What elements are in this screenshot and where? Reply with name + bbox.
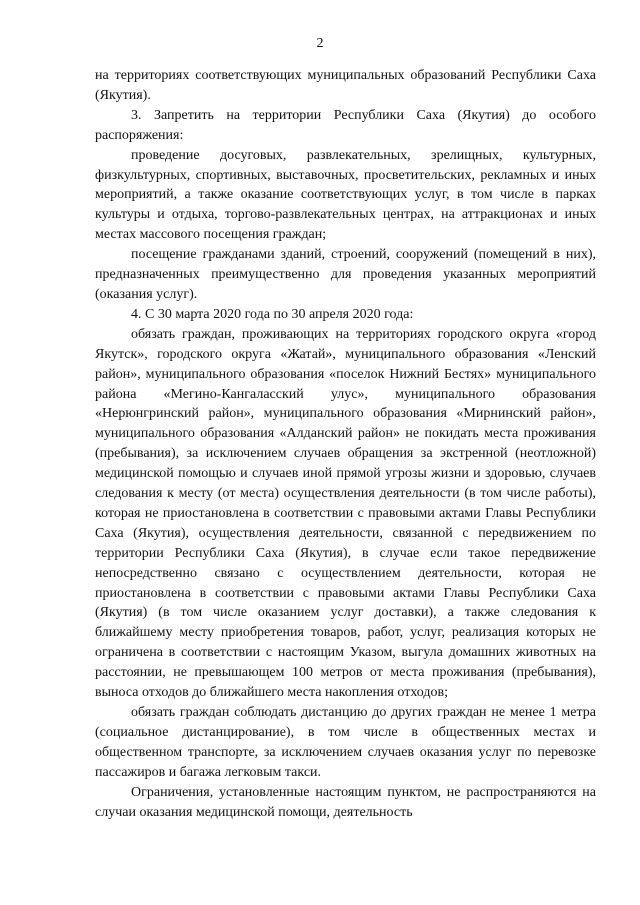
paragraph-item-3: 3. Запретить на территории Республики Саха (Якутия) до особого распоряжения: (95, 107, 596, 143)
page-number: 2 (316, 36, 324, 51)
paragraph-item-4: 4. С 30 марта 2020 года по 30 апреля 2020 года: (131, 306, 414, 322)
paragraph-restrictions: Ограничения, установленные настоящим пунктом, не распространяются на случаи оказания медицинской помощи, деятельность (95, 784, 596, 820)
paragraph-stay-home: обязать граждан, проживающих на территориях городского округа «город Якутск», городского округа «Жатай», муниципального образования «Ленский район», муниципального образования «поселок Нижний Бестях» муниципального района «Мегино-Кангаласский улус», муниципального образования «Нерюнгринский район», муниципального образования «Мирнинский район», муниципального образования «Алданский район» не покидать места проживания (пребывания), за исключением случаев обращения за экстренной (неотложной) медицинской помощью и случаев иной прямой угрозы жизни и здоровью, случаев следования к месту (от места) осуществления деятельности (в том числе работы), которая не приостановлена в соответствии с правовыми актами Главы Республики Саха (Якутия), осуществления деятельности, связанной с передвижением по территории Республики Саха (Якутия), в случае если такое передвижение непосредственно связано с осуществлением деятельности, которая не приостановлена в соответствии с правовыми актами Главы Республики Саха (Якутия) (в том числе оказанием услуг доставки), а также следования к ближайшему месту приобретения товаров, работ, услуг, реализация которых не ограничена в соответствии с настоящим Указом, выгула домашних животных на расстоянии, не превышающем 100 метров от места проживания (пребывания), выноса отходов до ближайшего места накопления отходов; (95, 326, 596, 701)
paragraph-continuation: на территориях соответствующих муниципальных образований Республики Саха (Якутия). (95, 68, 596, 103)
paragraph-social-distance: обязать граждан соблюдать дистанцию до других граждан не менее 1 метра (социальное дистанцирование), в том числе в общественных местах и общественном транспорте, за исключением случаев оказания услуг по перевозке пассажиров и багажа легковым такси. (95, 705, 596, 780)
paragraph-events-ban: проведение досуговых, развлекательных, зрелищных, культурных, физкультурных, спортивных, выставочных, просветительских, рекламных и иных мероприятий, а также оказание соответствующих услуг, в том числе в парках культуры и отдыха, торгово-развлекательных центрах, на аттракционах и иных местах массового посещения граждан; (95, 147, 596, 243)
document-body (95, 66, 596, 822)
paragraph-buildings-ban: посещение гражданами зданий, строений, сооружений (помещений в них), предназначенных преимущественно для проведения указанных мероприятий (оказания услуг). (95, 247, 596, 302)
